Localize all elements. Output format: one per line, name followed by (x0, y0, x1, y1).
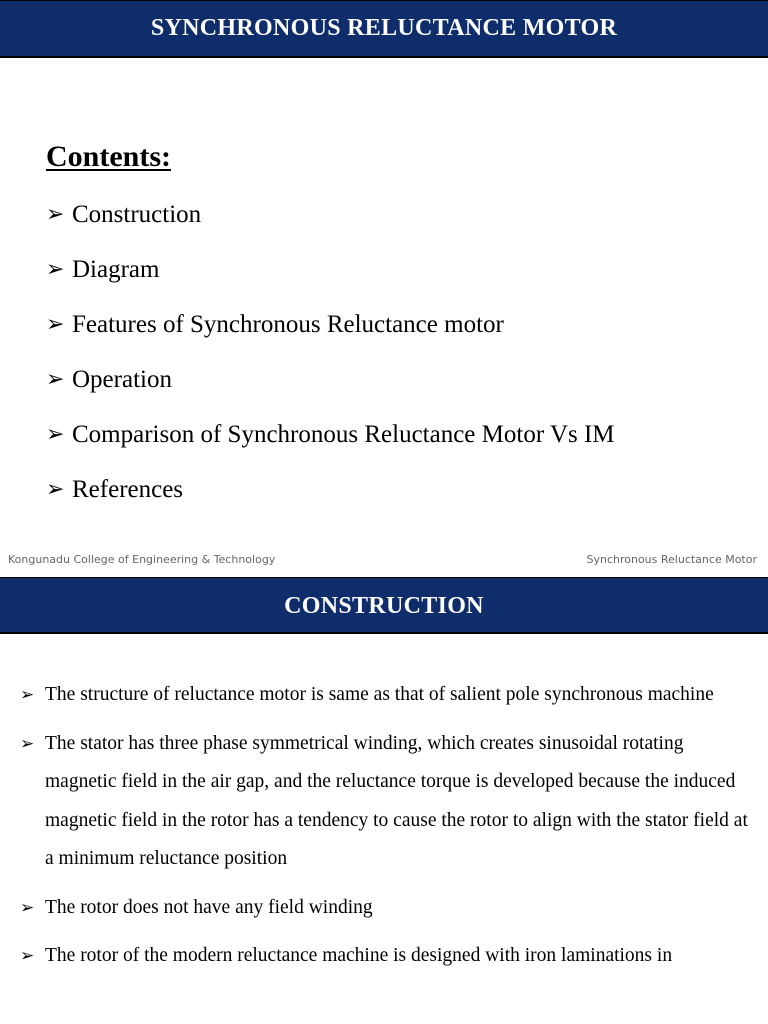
arrow-bullet-icon: ➢ (46, 312, 65, 337)
section-title-banner (0, 577, 768, 634)
arrow-bullet-icon: ➢ (20, 897, 35, 918)
list-item (20, 725, 750, 879)
list-item (46, 254, 615, 309)
list-item (20, 937, 750, 976)
construction-bullet-list (20, 676, 750, 986)
list-item-label: Comparison of Synchronous Reluctance Motor Vs IM (72, 421, 615, 448)
arrow-bullet-icon: ➢ (46, 477, 65, 502)
list-item-label: Operation (72, 366, 172, 393)
bullet-text: The stator has three phase symmetrical winding, which creates sinusoidal rotating magnetic field in the air gap, and the reluctance torque is developed because the induced magnetic field in the rotor has a tendency to cause the rotor to align with the stator field at a minimum reluctance position (45, 732, 748, 869)
list-item-label: Diagram (72, 256, 160, 283)
list-item (46, 364, 615, 419)
list-item-label: Features of Synchronous Reluctance motor (72, 311, 504, 338)
contents-heading: Contents: (46, 140, 171, 173)
bullet-text: The structure of reluctance motor is same as that of salient pole synchronous machine (45, 684, 714, 705)
arrow-bullet-icon: ➢ (46, 202, 65, 227)
footer-slide-topic: Synchronous Reluctance Motor (586, 553, 757, 566)
arrow-bullet-icon: ➢ (20, 733, 35, 754)
footer-college-name: Kongunadu College of Engineering & Technology (8, 553, 276, 566)
list-item (46, 309, 615, 364)
list-item-label: Construction (72, 201, 202, 228)
list-item (46, 199, 615, 254)
list-item (20, 889, 750, 928)
contents-list (46, 199, 615, 529)
arrow-bullet-icon: ➢ (20, 946, 35, 966)
list-item (20, 676, 750, 715)
list-item (46, 419, 615, 474)
arrow-bullet-icon: ➢ (46, 367, 65, 392)
arrow-bullet-icon: ➢ (46, 257, 65, 282)
list-item (46, 474, 615, 529)
slide-title: SYNCHRONOUS RELUCTANCE MOTOR (150, 15, 618, 41)
bullet-text: The rotor of the modern reluctance machine is designed with iron laminations in (45, 945, 673, 966)
arrow-bullet-icon: ➢ (20, 685, 35, 705)
slide-title-banner (0, 0, 768, 58)
bullet-text: The rotor does not have any field winding (45, 896, 373, 918)
section-title: CONSTRUCTION (284, 593, 484, 619)
list-item-label: References (72, 476, 184, 503)
arrow-bullet-icon: ➢ (46, 422, 65, 447)
